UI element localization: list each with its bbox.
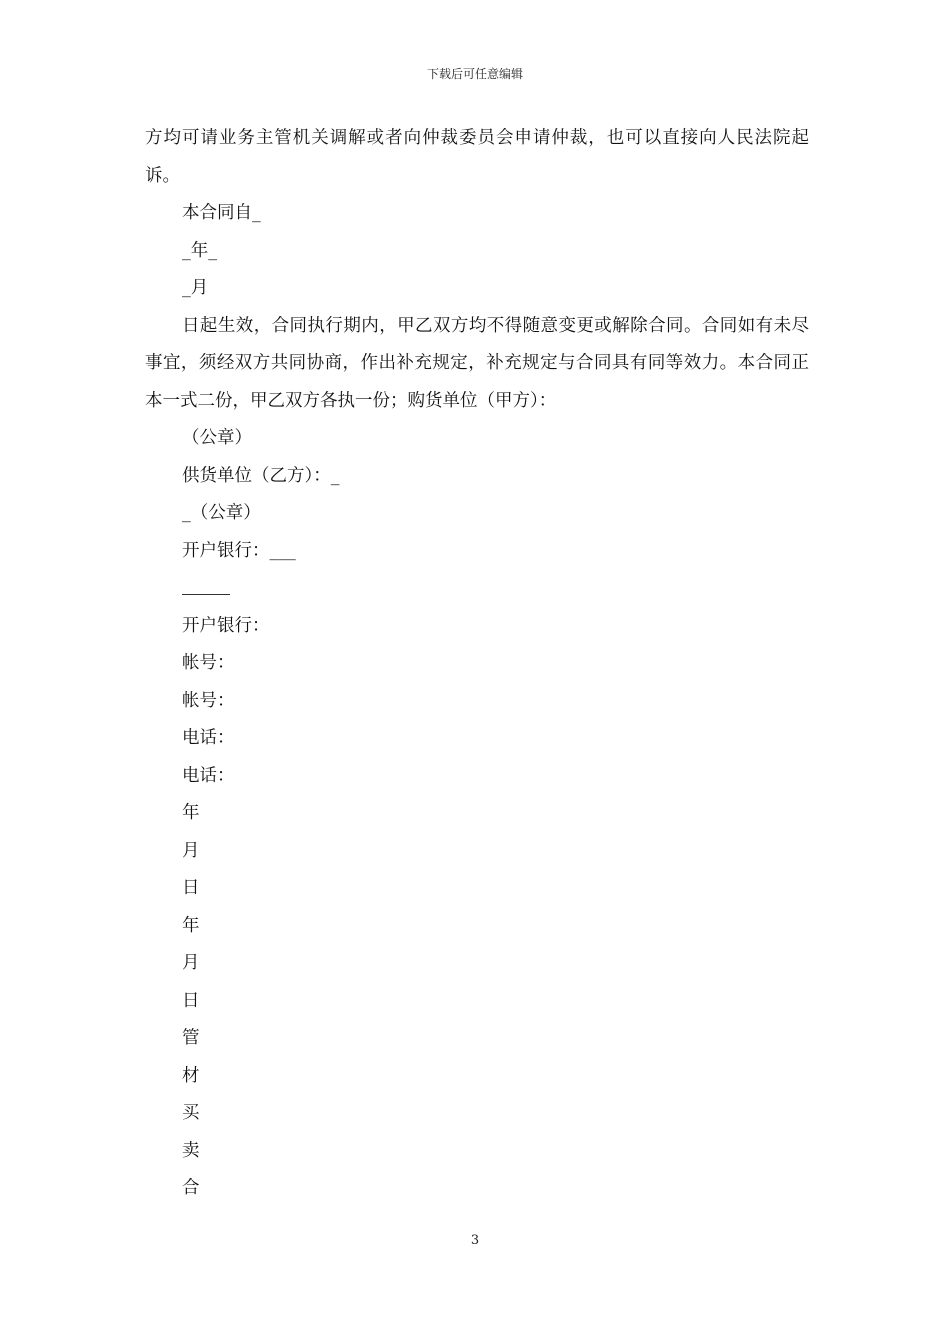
- start-date-line-2: _年_: [182, 240, 217, 261]
- supplier-seal: _（公章）: [182, 503, 261, 523]
- buyer-phone: 电话：: [182, 728, 235, 748]
- page-number: 3: [470, 1233, 480, 1248]
- supplier-label: 供货单位（乙方）：_: [182, 465, 340, 486]
- title-char-2: 材: [182, 1065, 200, 1086]
- title-char-3: 买: [182, 1103, 200, 1123]
- date-year-2: 年: [182, 915, 200, 936]
- title-char-5: 合: [182, 1178, 200, 1198]
- supplier-phone: 电话：: [182, 765, 235, 786]
- date-month-1: 月: [182, 840, 200, 861]
- date-day-2: 日: [182, 990, 200, 1011]
- date-day-1: 日: [182, 878, 200, 898]
- date-month-2: 月: [182, 953, 200, 973]
- date-year-1: 年: [182, 803, 200, 823]
- supplier-bank: 开户银行：: [182, 615, 270, 636]
- document-body: [145, 120, 809, 1208]
- effect-paragraph: 日起生效，合同执行期内，甲乙双方均不得随意变更或解除合同。合同如有未尽事宜，须经双方共同协商，作出补充规定，补充规定与合同具有同等效力。本合同正本一式二份，甲乙双方各执一份；购货单位（甲方）：: [145, 315, 809, 411]
- intro-paragraph: 方均可请业务主管机关调解或者向仲裁委员会申请仲裁，也可以直接向人民法院起诉。: [145, 128, 809, 186]
- underline: [182, 594, 230, 595]
- start-date-line-3: _月: [182, 278, 209, 298]
- page-header: 下载后可任意编辑: [426, 67, 523, 81]
- supplier-account: 帐号：: [182, 690, 235, 711]
- buyer-bank: 开户银行：___: [182, 540, 296, 561]
- title-char-1: 管: [182, 1028, 200, 1048]
- title-char-4: 卖: [182, 1140, 200, 1161]
- blank-rule-line: [145, 570, 809, 608]
- start-date-line-1: 本合同自_: [182, 203, 261, 223]
- buyer-seal: （公章）: [182, 428, 252, 448]
- buyer-account: 帐号：: [182, 653, 235, 673]
